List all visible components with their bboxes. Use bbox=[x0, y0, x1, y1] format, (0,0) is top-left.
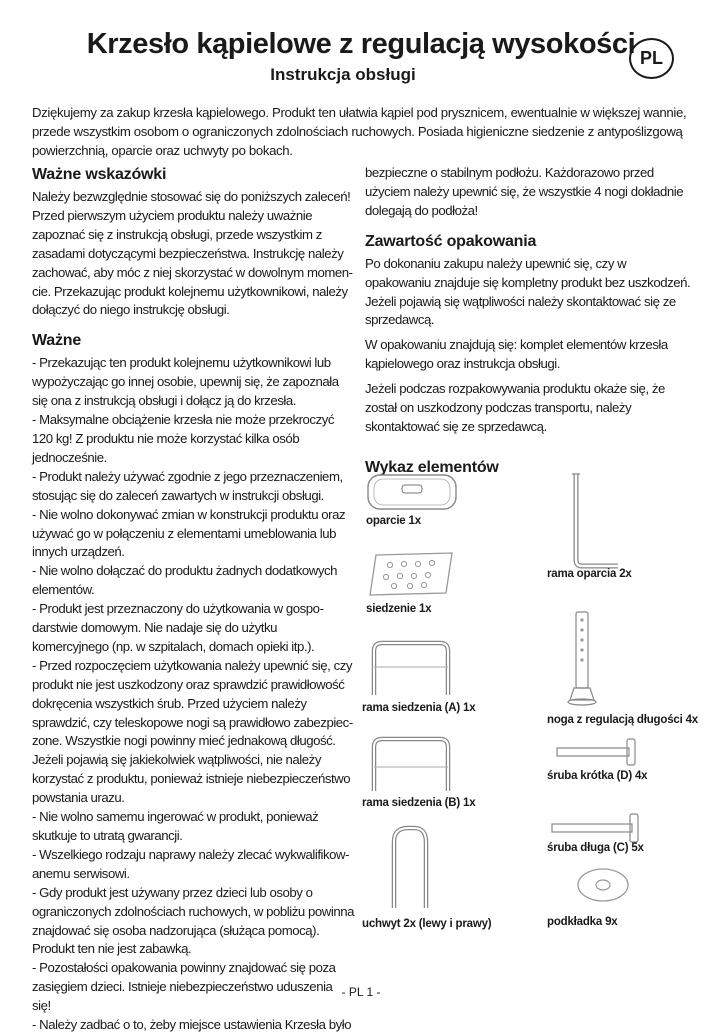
left-column bbox=[32, 164, 354, 1035]
page-subtitle: Instrukcja obsługi bbox=[270, 65, 416, 84]
part-label: rama oparcia 2x bbox=[547, 568, 632, 580]
part-label: oparcie 1x bbox=[366, 515, 421, 527]
rule-item: - Wszelkiego rodzaju naprawy należy zlecać wykwalifikow-anemu serwisowi. bbox=[32, 846, 350, 881]
adjustable-leg-icon bbox=[562, 610, 602, 708]
package-paragraph: W opakowaniu znajdują się: komplet elementów krzesła kąpielowego oraz instrukcja obsługi. bbox=[365, 337, 668, 372]
rule-item: - Pozostałości opakowania powinny znajdować się poza zasięgiem dzieci. Istnieje niebezpieczeństwo uduszenia się! bbox=[32, 960, 336, 1014]
rule-item: - Przekazując ten produkt kolejnemu użytkownikowi lub wypożyczając go innej osobie, upewnij się, że zapoznała się ona z instrukcją obsługi i dołącz ją do krzesła. bbox=[32, 355, 339, 409]
rule-item: - Nie wolno dokonywać zmian w konstrukcji produktu oraz używać go w połączeniu z elementami umeblowania lub innych urządzeń. bbox=[32, 506, 346, 560]
seat-frame-a-icon bbox=[366, 637, 456, 699]
continuation-text: bezpieczne o stabilnym podłożu. Każdorazowo przed użyciem należy upewnić się, że wszystkie 4 nogi dokładnie dolegają do podłoża! bbox=[365, 165, 684, 218]
rule-item: - Produkt jest przeznaczony do użytkowania w gospo-darstwie domowym. Nie nadaje się do użytku komercyjnego (np. w szpitalach, domach opieki itp.). bbox=[32, 601, 324, 654]
part-label: podkładka 9x bbox=[547, 916, 618, 928]
seat-icon bbox=[366, 551, 456, 597]
rule-item: - Należy zadbać o to, żeby miejsce ustawienia Krzesła było bbox=[32, 1017, 352, 1033]
package-paragraph: Jeżeli podczas rozpakowywania produktu okaże się, że został on uszkodzony podczas transportu, należy skontaktować się ze sprzedawcą. bbox=[365, 381, 665, 434]
handle-icon bbox=[380, 822, 440, 912]
short-screw-icon bbox=[553, 737, 639, 767]
right-column bbox=[365, 164, 695, 481]
rule-item: - Produkt należy używać zgodnie z jego przeznaczeniem, stosując się do zaleceń zawartych w instrukcji obsługi. bbox=[32, 468, 343, 503]
seat-frame-b-icon bbox=[366, 733, 456, 795]
page-number: - PL 1 - bbox=[341, 985, 381, 999]
part-label: siedzenie 1x bbox=[366, 603, 432, 615]
long-screw-icon bbox=[548, 812, 640, 844]
part-label: rama siedzenia (A) 1x bbox=[362, 702, 476, 714]
rule-item: - Nie wolno dołączać do produktu żadnych dodatkowych elementów. bbox=[32, 563, 338, 598]
part-label: noga z regulacją długości 4x bbox=[547, 714, 698, 726]
rule-item: - Przed rozpoczęciem użytkowania należy upewnić się, czy produkt nie jest uszkodzony oraz sprawdzić prawidłowość dokręcenia wszystkich śrub. Przed użyciem należy sprawdzić, czy teleskopowe nogi są prawidłowo zabezpiec-zone. Wszystkie nogi powinny mieć jednakową długość. Jeżeli pojawią się jakiekolwiek wątpliwości, nie należy korzystać z produktu, ponieważ istnieje niebezpieczeństwo powstania urazu. bbox=[32, 657, 353, 806]
part-label: uchwyt 2x (lewy i prawy) bbox=[362, 918, 492, 930]
part-label: śruba długa (C) 5x bbox=[547, 842, 644, 854]
washer-icon bbox=[575, 865, 631, 905]
parts-list-heading: Wykaz elementów bbox=[365, 458, 499, 476]
part-label: śruba krótka (D) 4x bbox=[547, 770, 648, 782]
important-tips-text: Należy bezwzględnie stosować się do poniższych zaleceń! Przed pierwszym użyciem produktu należy uważnie zapoznać się z instrukcją obsługi, przede wszystkim z zasadami dotyczącymi bezpieczeństwa. Instrukcję należy zachować, aby móc z niej skorzystać w dowolnym momen-cie. Przekazując produkt kolejnemu użytkownikowi, należy dołączyć do niego instrukcję obsługi. bbox=[32, 189, 353, 318]
language-badge: PL bbox=[629, 38, 674, 79]
package-paragraph: Po dokonaniu zakupu należy upewnić się, czy w opakowaniu znajduje się kompletny produkt bez uszkodzeń. Jeżeli pojawią się wątpliwości należy skontaktować się ze sprzedawcą. bbox=[365, 255, 691, 328]
package-contents-heading: Zawartość opakowania bbox=[365, 232, 537, 250]
important-tips-heading: Ważne wskazówki bbox=[32, 166, 167, 183]
rule-item: - Maksymalne obciążenie krzesła nie może przekroczyć 120 kg! Z produktu nie może korzystać kilka osób jednocześnie. bbox=[32, 412, 335, 465]
rule-item: - Gdy produkt jest używany przez dzieci lub osoby o ograniczonych zdolnościach ruchowych, w pobliżu powinna znajdować się osoba nadzorująca (służąca pomocą). Produkt ten nie jest zabawką. bbox=[32, 884, 354, 957]
important-heading: Ważne bbox=[32, 332, 82, 350]
backrest-icon bbox=[366, 472, 458, 512]
part-label: rama siedzenia (B) 1x bbox=[362, 797, 476, 809]
backrest-frame-icon bbox=[560, 470, 620, 570]
page-title: Krzesło kąpielowe z regulacją wysokości bbox=[86, 28, 636, 60]
rule-item: - Nie wolno samemu ingerować w produkt, ponieważ skutkuje to utratą gwarancji. bbox=[32, 809, 319, 843]
important-rules-list bbox=[32, 354, 354, 1035]
intro-paragraph: Dziękujemy za zakup krzesła kąpielowego. Produkt ten ułatwia kąpiel pod prysznicem, ewentualnie w większej wannie, przede wszystkim osobom o ograniczonych zdolnościach ruchowych. Posiada higieniczne siedzenie z antypoślizgową powierzchnią, oparcie oraz uchwyty po bokach. bbox=[32, 105, 687, 158]
